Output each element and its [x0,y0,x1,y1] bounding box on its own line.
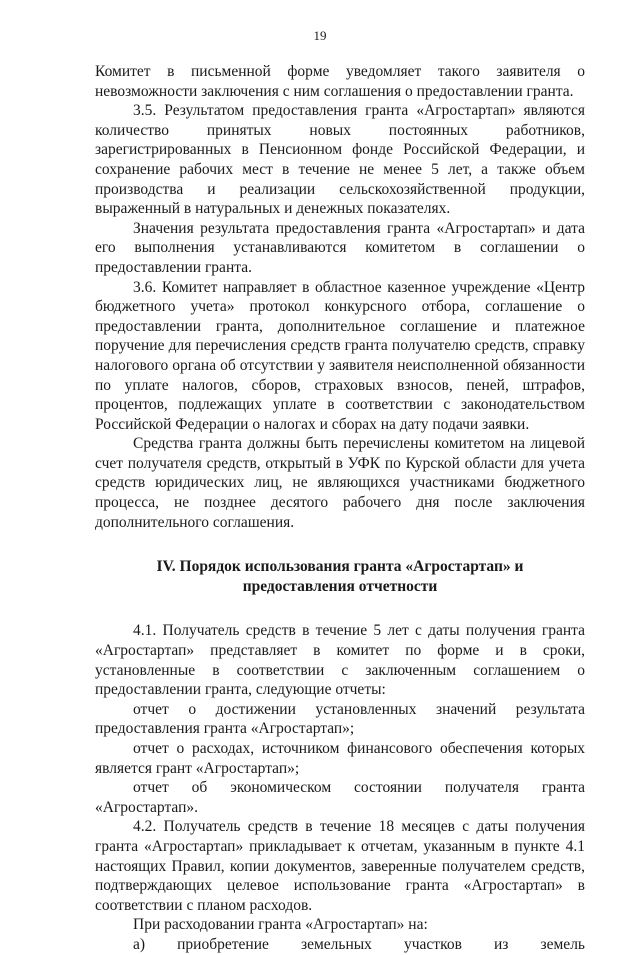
section-heading [95,557,585,596]
paragraph-grant-transfer: Средства гранта должны быть перечислены комитетом на лицевой счет получателя средств, открытый в УФК по Курской области для учета средств юридических лиц, не являющихся участниками бюджетного процесса, не позднее десятого рабочего дня после заключения дополнительного соглашения. [95,435,585,531]
list-item-land-purchase: а) приобретение земельных участков из земель [133,935,585,953]
section-heading-line-1: IV. Порядок использования гранта «Агростартап» и [156,558,524,576]
paragraph-result-values: Значения результата предоставления гранта «Агростартап» и дата его выполнения устанавливаются комитетом в соглашении о предоставлении гранта. [95,219,585,276]
paragraph-committee-notice: Комитет в письменной форме уведомляет такого заявителя о невозможности заключения с ним соглашения о предоставлении гранта. [95,63,585,100]
paragraph-3-6-documents: 3.6. Комитет направляет в областное казенное учреждение «Центр бюджетного учета» протокол конкурсного отбора, соглашение о предоставлении гранта, дополнительное соглашение и платежное поручение для перечисления средств гранта получателю средств, справку налогового органа об отсутствии у заявителя неисполненной обязанности по уплате налогов, сборов, страховых взносов, пеней, штрафов, процентов, подлежащих уплате в соответствии с законодательством Российской Федерации о налогах и сборах на дату подачи заявки. [95,278,585,433]
page-number: 19 [313,28,327,43]
list-item-report-expenses: отчет о расходах, источником финансового обеспечения которых является грант «Агростартап»; [95,740,585,777]
list-item-report-economic-state: отчет об экономическом состоянии получателя гранта «Агростартап». [95,779,585,816]
paragraph-grant-spending: При расходовании гранта «Агростартап» на: [133,916,428,934]
section-heading-line-2: предоставления отчетности [242,577,438,595]
paragraph-4-2-documents: 4.2. Получатель средств в течение 18 месяцев с даты получения гранта «Агростартап» прикладывает к отчетам, указанным в пункте 4.1 настоящих Правил, копии документов, заверенные получателем средств, подтверждающих целевое использование гранта «Агростартап» в соответствии с планом расходов. [95,818,585,914]
document-body [95,62,585,955]
paragraph-4-1-reports: 4.1. Получатель средств в течение 5 лет с даты получения гранта «Агростартап» представляет в комитет по форме и в сроки, установленные в соответствии с заключенным соглашением о предоставлении гранта, следующие отчеты: [95,622,585,699]
paragraph-3-5-result: 3.5. Результатом предоставления гранта «Агростартап» являются количество принятых новых постоянных работников, зарегистрированных в Пенсионном фонде Российской Федерации, и сохранение рабочих мест в течение не менее 5 лет, а также объем производства и реализации сельскохозяйственной продукции, выраженный в натуральных и денежных показателях. [95,102,585,218]
list-item-report-results: отчет о достижении установленных значений результата предоставления гранта «Агростартап»; [95,700,585,738]
